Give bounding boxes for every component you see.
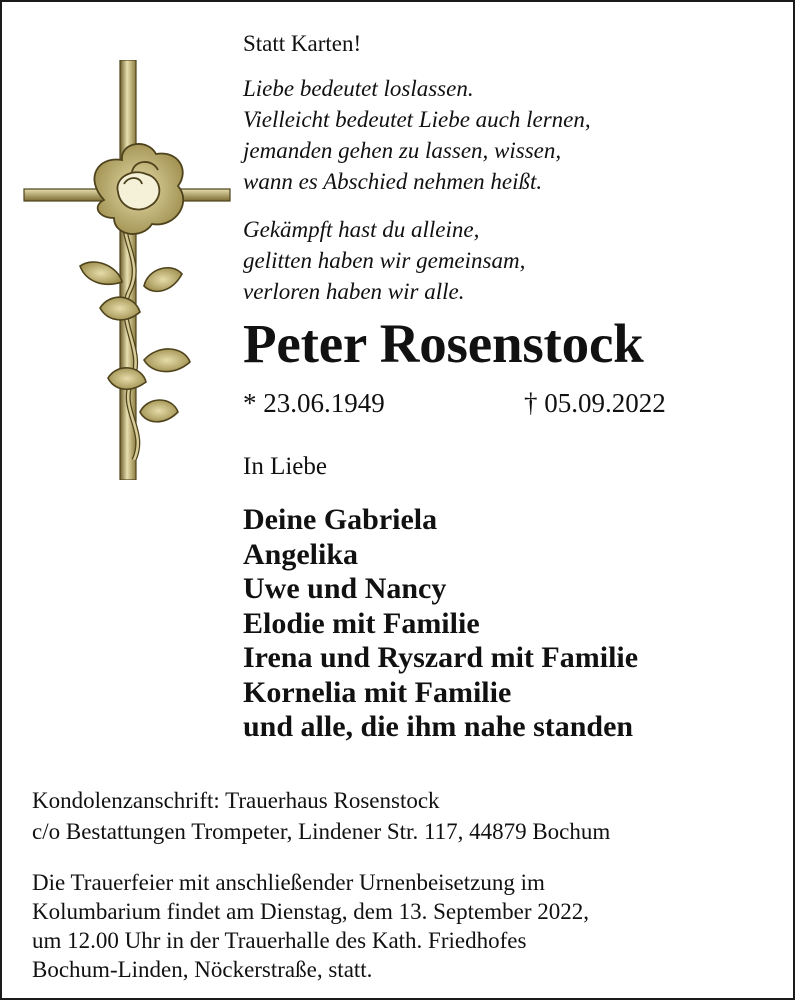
- condolence-line: Kondolenzanschrift: Trauerhaus Rosenstock: [32, 788, 440, 813]
- service-line: Die Trauerfeier mit anschließender Urnenbeisetzung im: [32, 870, 545, 895]
- poem-line: Liebe bedeutet loslassen.: [243, 76, 474, 101]
- service-line: um 12.00 Uhr in der Trauerhalle des Kath. Friedhofes: [32, 928, 527, 953]
- condolence-address: [32, 785, 610, 847]
- service-info: [32, 868, 589, 984]
- service-line: Bochum-Linden, Nöckerstraße, statt.: [32, 957, 373, 982]
- poem-line: jemanden gehen zu lassen, wissen,: [243, 138, 562, 163]
- birth-date: * 23.06.1949: [243, 388, 385, 418]
- deceased-name: Peter Rosenstock: [243, 313, 644, 374]
- cross-with-rose-icon: [22, 60, 237, 480]
- mourner-line: Elodie mit Familie: [243, 606, 480, 640]
- mourner-line: Kornelia mit Familie: [243, 675, 512, 709]
- mourner-line: Uwe und Nancy: [243, 572, 447, 605]
- in-love-label: In Liebe: [243, 453, 327, 480]
- cross-shape: [24, 60, 230, 480]
- poem-line: gelitten haben wir gemeinsam,: [243, 248, 526, 273]
- poem-stanza-2: [243, 214, 525, 307]
- poem-line: verloren haben wir alle.: [243, 279, 465, 304]
- poem-line: Vielleicht bedeutet Liebe auch lernen,: [243, 107, 591, 132]
- death-date: † 05.09.2022: [524, 388, 666, 418]
- rose-flower: [94, 144, 183, 234]
- poem-stanza-1: [243, 73, 591, 197]
- mourner-line: Angelika: [243, 537, 359, 571]
- mourner-line: und alle, die ihm nahe standen: [243, 710, 634, 743]
- poem-line: wann es Abschied nehmen heißt.: [243, 169, 543, 194]
- mourner-line: Irena und Ryszard mit Familie: [243, 641, 639, 674]
- service-line: Kolumbarium findet am Dienstag, dem 13. September 2022,: [32, 899, 589, 924]
- mourner-line: Deine Gabriela: [243, 503, 438, 536]
- mourners-list: [243, 503, 638, 745]
- intro-text: Statt Karten!: [243, 31, 362, 56]
- poem-line: Gekämpft hast du alleine,: [243, 217, 480, 242]
- condolence-line: c/o Bestattungen Trompeter, Lindener Str. 117, 44879 Bochum: [32, 819, 611, 844]
